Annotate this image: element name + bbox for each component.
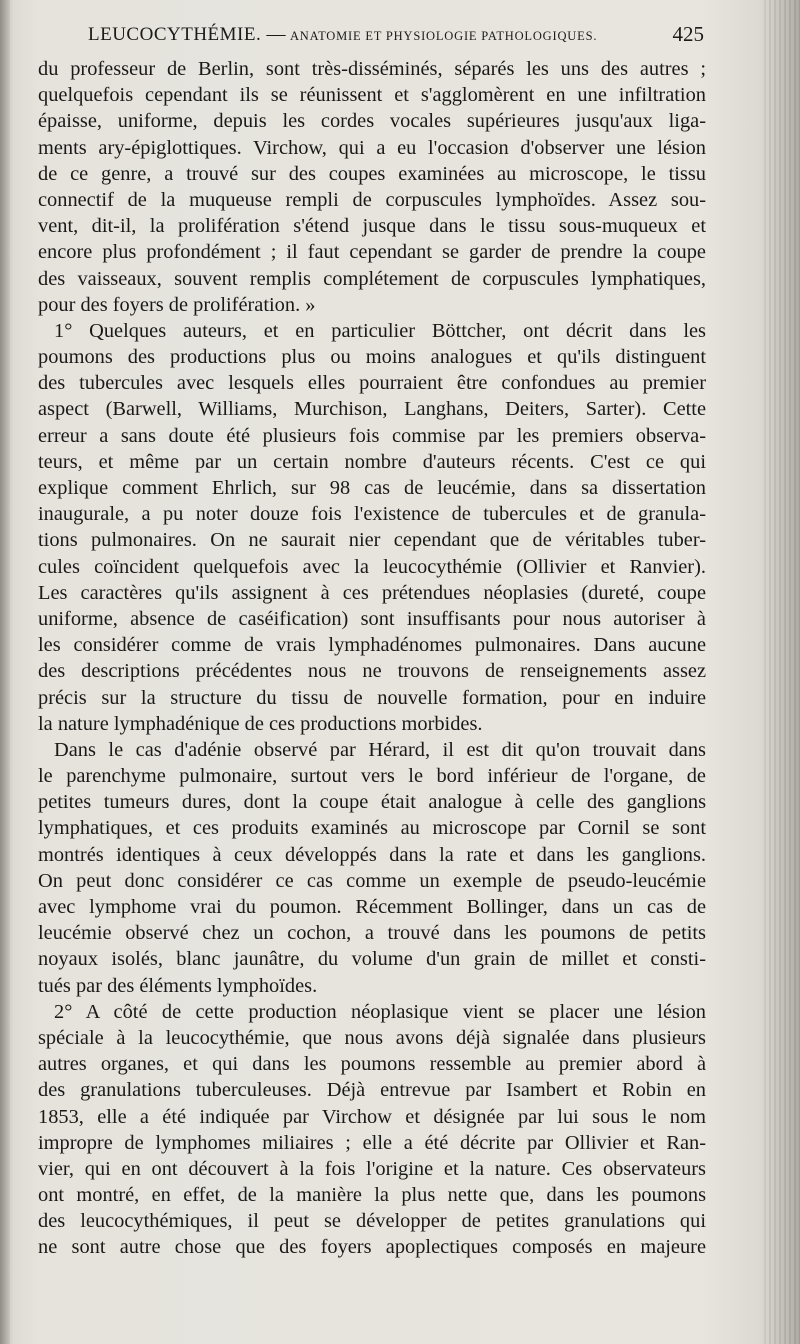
text-line: leucémie observé chez un cochon, a trouvé dans les poumons de petits — [38, 922, 706, 945]
text-line: On peut donc considérer ce cas comme un exemple de pseudo-leucémie — [38, 869, 706, 892]
text-line: tués par des éléments lymphoïdes. — [38, 974, 318, 997]
body-text — [38, 56, 706, 1261]
text-line: 2° A côté de cette production néoplasique vient se placer une lésion — [54, 1000, 706, 1023]
text-line: la nature lymphadénique de ces productions morbides. — [38, 712, 483, 735]
text-line: autres organes, et qui dans les poumons ressemble au premier abord à — [38, 1053, 706, 1076]
text-line: noyaux isolés, blanc jaunâtre, du volume d'un grain de millet et consti- — [38, 948, 706, 971]
running-subtitle: ANATOMIE ET PHYSIOLOGIE PATHOLOGIQUES. — [289, 29, 598, 43]
running-title-main: LEUCOCYTHÉMIE. — — [88, 24, 286, 45]
running-title — [88, 24, 597, 46]
text-line: les considérer comme de vrais lymphadénomes pulmonaires. Dans aucune — [38, 634, 706, 657]
text-line: Les caractères qu'ils assignent à ces prétendues néoplasies (dureté, coupe — [38, 581, 706, 604]
text-line: impropre de lymphomes miliaires ; elle a été décrite par Ollivier et Ran- — [38, 1131, 706, 1154]
text-line: Dans le cas d'adénie observé par Hérard, il est dit qu'on trouvait dans — [54, 738, 706, 761]
text-line: tions pulmonaires. On ne saurait nier cependant que de véritables tuber- — [38, 529, 706, 552]
text-line: ne sont autre chose que des foyers apoplectiques composés en majeure — [38, 1236, 706, 1259]
text-line: teurs, et même par un certain nombre d'auteurs récents. C'est ce qui — [38, 450, 706, 473]
text-line: le parenchyme pulmonaire, surtout vers le bord inférieur de l'organe, de — [38, 765, 706, 788]
text-line: du professeur de Berlin, sont très-disséminés, séparés les uns des autres ; — [38, 58, 706, 80]
text-line: petites tumeurs dures, dont la coupe était analogue à celle des ganglions — [38, 791, 706, 814]
text-line: pour des foyers de prolifération. » — [38, 293, 316, 316]
text-line: connectif de la muqueuse rempli de corpuscules lymphoïdes. Assez sou- — [38, 188, 706, 211]
text-line: erreur a sans doute été plusieurs fois commise par les premiers observa- — [38, 424, 706, 447]
text-line: de ce genre, a trouvé sur des coupes examinées au microscope, le tissu — [38, 162, 706, 185]
text-line: 1° Quelques auteurs, et en particulier Böttcher, ont décrit dans les — [54, 319, 706, 342]
text-line: ments ary-épiglottiques. Virchow, qui a eu l'occasion d'observer une lésion — [38, 136, 706, 159]
text-line: précis sur la structure du tissu de nouvelle formation, pour en induire — [38, 686, 706, 709]
text-line: lymphatiques, et ces produits examinés au microscope par Cornil se sont — [38, 817, 706, 840]
text-line: vier, qui en ont découvert à la fois l'origine et la nature. Ces observateurs — [38, 1157, 706, 1180]
text-line: 1853, elle a été indiquée par Virchow et désignée par lui sous le nom — [38, 1105, 706, 1128]
text-line: des vaisseaux, souvent remplis complétement de corpuscules lymphatiques, — [38, 267, 706, 290]
text-line: uniforme, absence de caséification) sont insuffisants pour nous autoriser à — [38, 607, 706, 630]
text-line: épaisse, uniforme, depuis les cordes vocales supérieures jusqu'aux liga- — [38, 110, 706, 133]
text-line: des granulations tuberculeuses. Déjà entrevue par Isambert et Robin en — [38, 1079, 706, 1102]
text-line: quelquefois cependant ils se réunissent et s'agglomèrent en une infiltration — [38, 84, 706, 107]
page-header — [38, 20, 708, 52]
page-edge — [764, 0, 800, 1344]
page-gutter — [0, 0, 10, 1344]
text-line: aspect (Barwell, Williams, Murchison, Langhans, Deiters, Sarter). Cette — [38, 398, 706, 421]
text-line: inaugurale, a pu noter douze fois l'existence de tubercules et de granula- — [38, 503, 706, 526]
text-line: ont montré, en effet, de la manière la plus nette que, dans les poumons — [38, 1184, 706, 1207]
text-line: des leucocythémiques, il peut se développer de petites granulations qui — [38, 1210, 706, 1233]
text-line: encore plus profondément ; il faut cependant se garder de prendre la coupe — [38, 241, 706, 264]
text-line: avec lymphome vrai du poumon. Récemment Bollinger, dans un cas de — [38, 896, 706, 918]
text-line: des tubercules avec lesquels elles pourraient être confondues au premier — [38, 372, 706, 395]
text-line: vent, dit-il, la prolifération s'étend jusque dans le tissu sous-muqueux et — [38, 215, 706, 238]
text-line: des descriptions précédentes nous ne trouvons de renseignements assez — [38, 660, 706, 683]
text-line: explique comment Ehrlich, sur 98 cas de leucémie, dans sa dissertation — [38, 477, 706, 499]
text-line: spéciale à la leucocythémie, que nous avons déjà signalée dans plusieurs — [38, 1026, 706, 1049]
page-number: 425 — [672, 22, 704, 46]
text-line: cules coïncident quelquefois avec la leucocythémie (Ollivier et Ranvier). — [38, 555, 706, 578]
text-line: montrés identiques à ceux développés dans la rate et dans les ganglions. — [38, 843, 706, 866]
text-line: poumons des productions plus ou moins analogues et qu'ils distinguent — [38, 346, 706, 369]
